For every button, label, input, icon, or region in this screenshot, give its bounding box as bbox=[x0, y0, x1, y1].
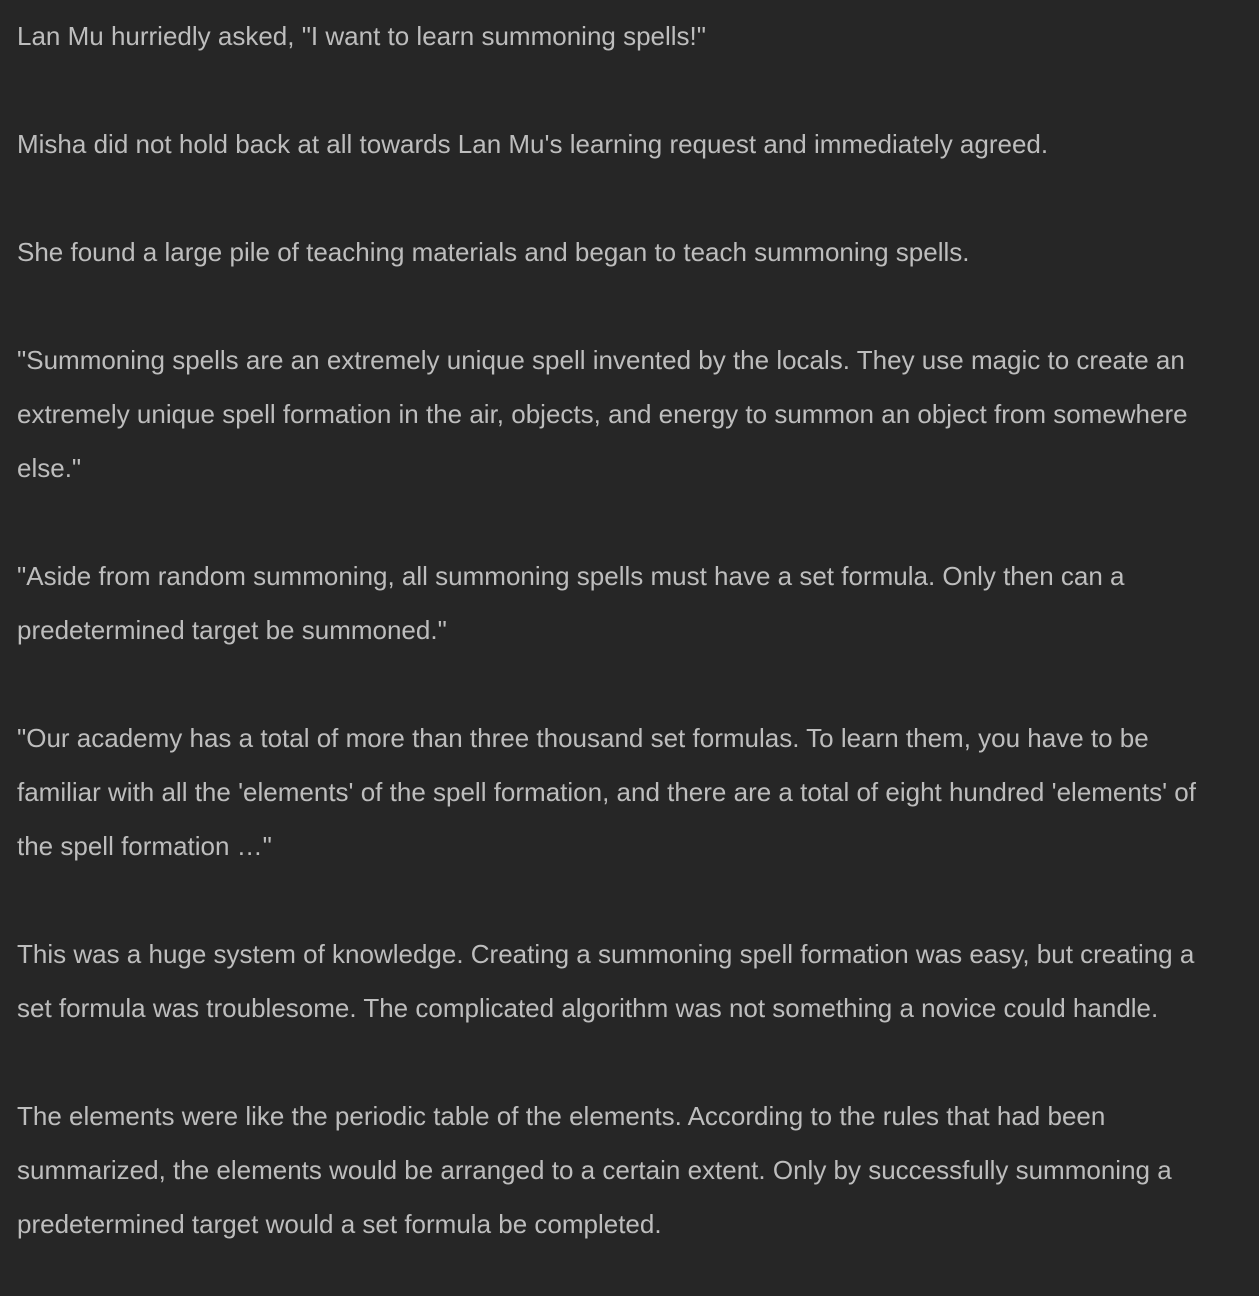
paragraph: Lan Mu hurriedly asked, "I want to learn summoning spells!" bbox=[17, 21, 707, 51]
paragraph: This was a huge system of knowledge. Creating a summoning spell formation was easy, but creating a set formula was troublesome. The complicated algorithm was not something a novice could handle. bbox=[17, 939, 1195, 1023]
paragraph: "Summoning spells are an extremely unique spell invented by the locals. They use magic to create an extremely unique spell formation in the air, objects, and energy to summon an object from somewhere else." bbox=[17, 345, 1188, 483]
paragraph: Misha did not hold back at all towards Lan Mu's learning request and immediately agreed. bbox=[17, 129, 1049, 159]
paragraph: "Our academy has a total of more than three thousand set formulas. To learn them, you have to be familiar with all the 'elements' of the spell formation, and there are a total of eight hundred 'elements' of the spell formation …" bbox=[17, 723, 1196, 861]
paragraph: "Aside from random summoning, all summoning spells must have a set formula. Only then can a predetermined target be summoned." bbox=[17, 561, 1125, 645]
paragraph: She found a large pile of teaching materials and began to teach summoning spells. bbox=[17, 237, 970, 267]
chapter-content bbox=[17, 9, 1207, 1251]
paragraph: The elements were like the periodic table of the elements. According to the rules that had been summarized, the elements would be arranged to a certain extent. Only by successfully summoning a predetermined target would a set formula be completed. bbox=[17, 1101, 1172, 1239]
